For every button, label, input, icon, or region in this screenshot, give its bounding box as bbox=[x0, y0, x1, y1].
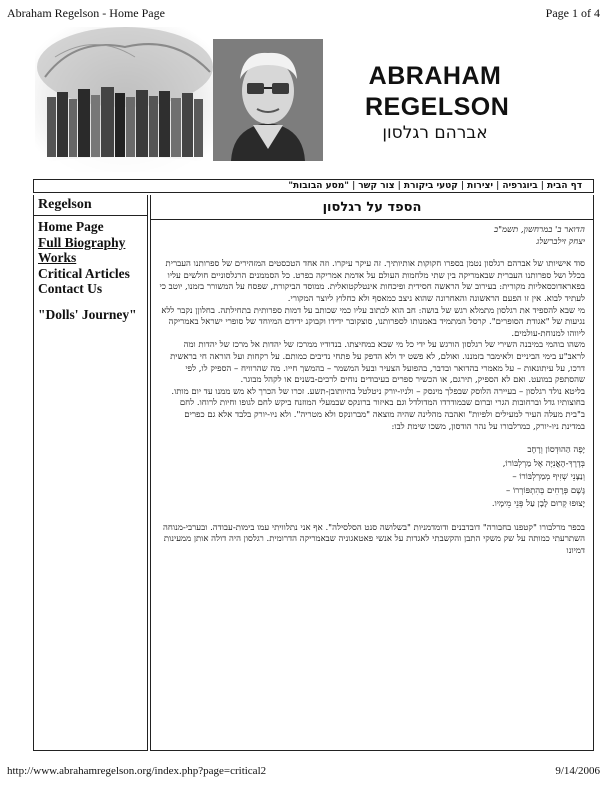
article-panel bbox=[150, 195, 594, 751]
nav-separator: | bbox=[460, 181, 465, 191]
sidebar-title: Regelson bbox=[34, 195, 147, 216]
site-banner bbox=[35, 27, 597, 175]
article-paragraph: בכפר מרלבורו "קטפנו בחבורה" דובדבנים ודומדמניות "בשלושה סנט הסלסילה". אף אני נתלוויתי עמו בימות-עבודה. ובערבי-מנוחה השתרעתי כמותה על שק משקי התבן והקשבתי לאגדות על אנשי פאטאגוניה שבאמריקה הדרומית. רגלסון היה דולה אותן ממעינות דמיונו bbox=[163, 522, 585, 556]
sidebar-link-dolls-journey[interactable]: "Dolls' Journey" bbox=[38, 306, 137, 322]
sidebar-link-contact[interactable]: Contact Us bbox=[38, 281, 103, 296]
print-footer bbox=[7, 765, 600, 777]
print-footer-url: http://www.abrahamregelson.org/index.php?page=critical2 bbox=[7, 765, 267, 777]
poem-line: גֶּשֶׁם פְּרָחִים בְּהִתְפּוֹרְרוֹ – bbox=[506, 485, 585, 496]
article-paragraph: בליטא נולד רגלסון – בעיירה הלוסק שבפלך מינסק – ולניו-יורק ניטלטל בהיותובן-תשע. זכרו של הכרך לא מש ממנו עד יום מותו. בחוצותיו גדל וברחובות הגרי וברום שבמודרדו המדולדל וגם באיזור ברונקס שבמעלי המוזנח ביקש לחם לגופו וחיות לרוחו. לחם ב"בית מעלה העיר למעילים ולפיות" ואהבה מהלינה שהיה מוצאה "מברונקס ולא מטריה". ולא ניו-יורק בלבד אלא גם כפרים במדינת ניו-יורק, כמרלבורו על נהר הודסון, משכו שימת לבו: bbox=[171, 386, 585, 432]
article-body bbox=[151, 220, 593, 557]
sidebar bbox=[33, 195, 148, 751]
print-footer-date: 9/14/2006 bbox=[555, 765, 600, 777]
nav-critical-articles[interactable]: קטעי ביקורת bbox=[403, 181, 458, 191]
sidebar-links bbox=[34, 216, 147, 297]
article-paragraph: משהו בוהמי במיבנה השירי של רגלסון הורגש על ידי כל מי שבא במחיצתו. בנדודיו ממרכז של יהדות אל מרכז של יהדות ומה לראב"ע בימי הביניים ולאימבר בזמננו. ואולם, לא פשט יד ולא הדפק על פתחי נדיבים כמותם. על רקחות ועל הוראה חי בראשית דרכו, על עיתונאות – על מאמרי בהדואר ובדבר, בהפועל הצעיר ובעל המשמר – בהמשך חייו. מה שהרוויח – הספיק לו, לפי שהסתפק במועט. ואם לא הספיק, תירגם, או הכשיר ספרים בעיבודים נוחים לרכים-בשנים או לקהל מבוגר. bbox=[170, 340, 585, 386]
poem-line: וְנַצָּנֵי שְׁזִיף מְמַרְלְבּוֹרוֹ – bbox=[512, 472, 585, 483]
author-name-english bbox=[365, 61, 510, 123]
regelson-portrait-photo bbox=[213, 39, 323, 161]
print-header-title: Abraham Regelson - Home Page bbox=[7, 6, 165, 20]
nav-separator: | bbox=[540, 181, 545, 191]
author-name-line1: ABRAHAM bbox=[368, 62, 502, 90]
nav-separator: | bbox=[351, 181, 356, 191]
article-paragraph: סוד אישיותו של אברהם רגלסון נטמן בספרו חקוקות אותיותיך. זה עיקר עיקרו. וזה אחד הטכסטים המזהירים של ספרותנו העברית בכלל ושל ספרותנו העברית שבאמריקה בין שתי מלחמות העולם על אדמת אמריקה בפרט. כל הסממנים הרגלסוניים חולשים עליו בפאראדוכסאליות מקורית: בעירוב של הראשה חסידית ופיכחות אינטלקטואלית. ממוסד הביקורת, שפסח על המשורר בזמנו, יוטב כי לעתיד לבוא. אין זו הפעם הראשונה והאחרונה שהוא ניצב כמאסף ולא כחלוץ ליוצר המקורי. bbox=[159, 259, 585, 304]
poem-line: בְּדֶרֶךְ-הָאֳנִיָּה אֶל מַרְלְבּוֹרוֹ, bbox=[502, 458, 585, 469]
sidebar-link-home[interactable]: Home Page bbox=[38, 219, 104, 234]
nav-contact[interactable]: צור קשר bbox=[358, 181, 395, 191]
nav-dolls-journey[interactable]: "מסע הבובות" bbox=[288, 181, 349, 191]
spacer bbox=[159, 433, 585, 444]
print-header bbox=[7, 6, 600, 21]
top-navigation bbox=[33, 179, 594, 193]
poem-line: יָצוּפוּ קְרוּם לָבָן עַל פְּנֵי מֵימָיו. bbox=[491, 499, 585, 510]
sidebar-link-critical-articles[interactable]: Critical Articles bbox=[38, 265, 130, 281]
author-name-line2: REGELSON bbox=[365, 93, 510, 121]
sidebar-link-works[interactable]: Works bbox=[38, 250, 77, 265]
article-source: הדואר ב' במרחשון, תשמ"ב bbox=[493, 225, 585, 235]
spacer bbox=[159, 512, 585, 523]
nav-separator: | bbox=[397, 181, 401, 191]
nav-home[interactable]: דף הבית bbox=[547, 181, 582, 191]
nav-biography[interactable]: ביוגרפיה bbox=[502, 181, 538, 191]
poem-line: יָפֶה הַהוּדְסוֹן וְרָחָב bbox=[527, 445, 585, 456]
nav-separator: | bbox=[496, 181, 500, 191]
article-author: יצחק זילברשלג bbox=[536, 236, 585, 247]
spacer bbox=[159, 248, 585, 259]
poem-excerpt bbox=[159, 444, 585, 512]
sidebar-link-biography[interactable]: Full Biography bbox=[38, 234, 126, 250]
article-title: הספד על רגלסון bbox=[151, 195, 593, 220]
books-globe-collage-image bbox=[35, 27, 215, 172]
author-name-hebrew: אברהם רגלסון bbox=[382, 123, 488, 143]
nav-works[interactable]: יצירות bbox=[467, 181, 494, 191]
print-header-page: Page 1 of 4 bbox=[545, 6, 600, 20]
article-paragraph: מי שבא להספיד את רגלסון מתמלא רגש של בושה: חב הוא לכתוב עליו כמי שכותב על דמות ספרותית בתחילתה. בחלוןן נקבר ללא נגיעות של "אגודת הסופרים". קרסל המתמיד באמנותו לספרותנו, סוצקובר ידידו וקבוקנ ידידם המיוחד של סופרי ישראל באמריקה ליווהו למנוחת-עולמים. bbox=[161, 305, 585, 339]
